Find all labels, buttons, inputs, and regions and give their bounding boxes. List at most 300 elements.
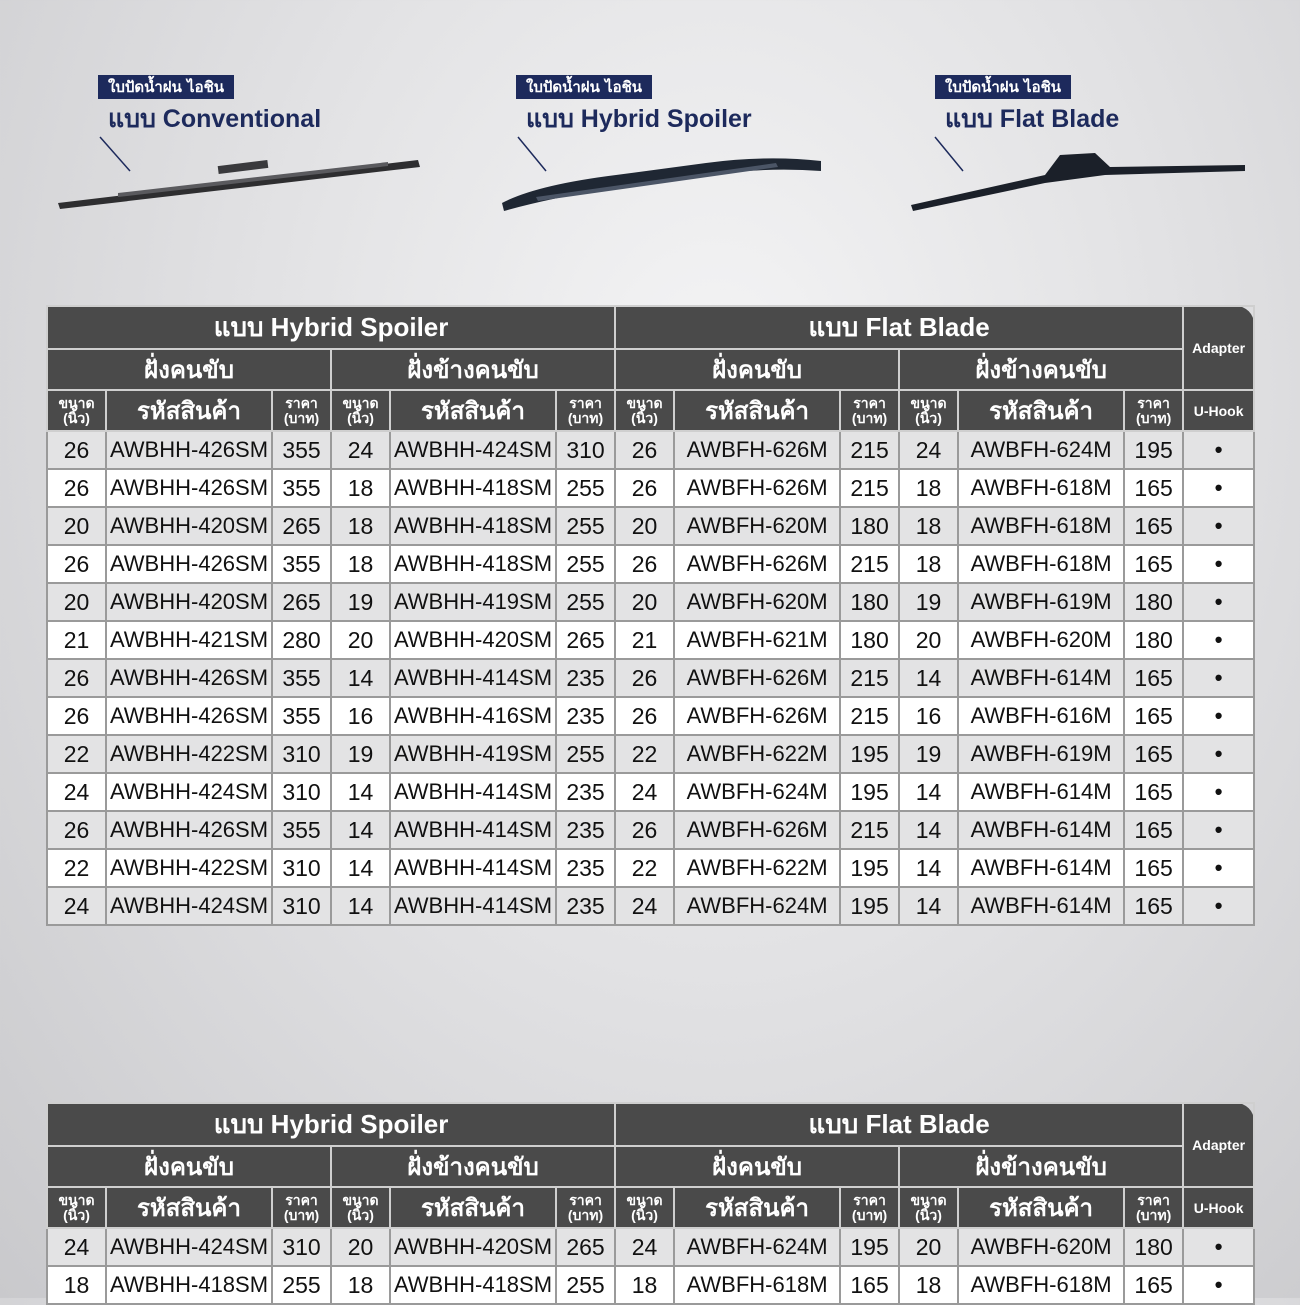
size-cell: 20 [47, 583, 106, 621]
code-cell: AWBFH-620M [958, 1228, 1124, 1266]
price-cell: 255 [556, 735, 615, 773]
price-unit-label: (บาท) [1135, 1206, 1172, 1223]
price-cell: 165 [1124, 811, 1183, 849]
price-cell: 195 [1124, 431, 1183, 469]
size-cell: 20 [331, 621, 390, 659]
driver-side-header: ฝั่งคนขับ [47, 349, 331, 390]
price-column-header [840, 1187, 899, 1228]
table-row [47, 659, 1254, 697]
price-cell: 235 [556, 697, 615, 735]
size-cell: 22 [615, 735, 674, 773]
price-cell: 265 [556, 1228, 615, 1266]
code-cell: AWBHH-426SM [106, 469, 272, 507]
size-unit-label: (นิ้ว) [631, 1206, 658, 1223]
code-cell: AWBHH-424SM [106, 1228, 272, 1266]
price-cell: 165 [1124, 1266, 1183, 1304]
code-cell: AWBHH-424SM [106, 887, 272, 925]
size-cell: 26 [47, 469, 106, 507]
size-cell: 26 [47, 697, 106, 735]
driver-side-header: ฝั่งคนขับ [615, 349, 899, 390]
price-table-2 [46, 1102, 1255, 1305]
size-label: ขนาด [910, 1191, 947, 1208]
size-cell: 18 [899, 1266, 958, 1304]
uhook-cell: • [1183, 431, 1254, 469]
uhook-cell: • [1183, 469, 1254, 507]
flat-blade-wiper-blade-icon [895, 75, 1295, 245]
size-cell: 24 [47, 887, 106, 925]
code-cell: AWBHH-426SM [106, 659, 272, 697]
price-cell: 165 [1124, 659, 1183, 697]
size-unit-label: (นิ้ว) [631, 409, 658, 426]
price-unit-label: (บาท) [1135, 409, 1172, 426]
price-unit-label: (บาท) [851, 409, 888, 426]
code-cell: AWBFH-614M [958, 659, 1124, 697]
code-cell: AWBFH-619M [958, 735, 1124, 773]
uhook-cell: • [1183, 811, 1254, 849]
code-cell: AWBFH-622M [674, 849, 840, 887]
size-cell: 24 [331, 431, 390, 469]
size-cell: 21 [47, 621, 106, 659]
code-cell: AWBHH-426SM [106, 697, 272, 735]
price-table-1 [46, 305, 1255, 926]
table-row [47, 773, 1254, 811]
price-cell: 355 [272, 545, 331, 583]
price-cell: 215 [840, 545, 899, 583]
size-cell: 14 [899, 849, 958, 887]
price-cell: 215 [840, 431, 899, 469]
size-cell: 22 [615, 849, 674, 887]
size-label: ขนาด [342, 1191, 379, 1208]
code-cell: AWBHH-420SM [106, 583, 272, 621]
code-cell: AWBHH-418SM [106, 1266, 272, 1304]
code-cell: AWBFH-624M [674, 773, 840, 811]
code-cell: AWBHH-414SM [390, 773, 556, 811]
code-cell: AWBFH-618M [958, 507, 1124, 545]
uhook-cell: • [1183, 659, 1254, 697]
uhook-cell: • [1183, 583, 1254, 621]
code-cell: AWBFH-626M [674, 469, 840, 507]
table-row [47, 507, 1254, 545]
code-cell: AWBHH-414SM [390, 811, 556, 849]
price-cell: 235 [556, 811, 615, 849]
code-cell: AWBFH-616M [958, 697, 1124, 735]
price-unit-label: (บาท) [283, 1206, 320, 1223]
size-cell: 26 [615, 697, 674, 735]
size-cell: 20 [331, 1228, 390, 1266]
size-label: ขนาด [626, 394, 663, 411]
uhook-cell: • [1183, 545, 1254, 583]
uhook-cell: • [1183, 735, 1254, 773]
size-cell: 26 [47, 659, 106, 697]
code-cell: AWBFH-618M [958, 469, 1124, 507]
uhook-cell: • [1183, 773, 1254, 811]
size-cell: 26 [47, 431, 106, 469]
price-cell: 180 [840, 583, 899, 621]
product-type-label: แบบ Flat Blade [945, 105, 1120, 133]
price-unit-label: (บาท) [567, 1206, 604, 1223]
column-header-row [47, 390, 1254, 431]
size-cell: 24 [899, 431, 958, 469]
size-cell: 18 [899, 545, 958, 583]
table-row [47, 545, 1254, 583]
price-cell: 310 [272, 1228, 331, 1266]
price-label: ราคา [1137, 394, 1170, 411]
price-cell: 355 [272, 659, 331, 697]
price-label: ราคา [853, 1191, 886, 1208]
size-cell: 14 [331, 811, 390, 849]
price-cell: 195 [840, 735, 899, 773]
price-cell: 255 [272, 1266, 331, 1304]
price-cell: 195 [840, 1228, 899, 1266]
price-column-header [1124, 1187, 1183, 1228]
table-row [47, 697, 1254, 735]
code-column-header: รหัสสินค้า [390, 390, 556, 431]
price-cell: 165 [840, 1266, 899, 1304]
price-cell: 165 [1124, 735, 1183, 773]
price-cell: 215 [840, 659, 899, 697]
size-cell: 18 [331, 507, 390, 545]
price-label: ราคา [853, 394, 886, 411]
size-cell: 14 [899, 659, 958, 697]
code-cell: AWBFH-626M [674, 811, 840, 849]
price-cell: 165 [1124, 507, 1183, 545]
product-brand-label: ใบปัดน้ำฝน ไอชิน [516, 75, 652, 99]
table-row [47, 431, 1254, 469]
code-cell: AWBFH-626M [674, 659, 840, 697]
uhook-cell: • [1183, 887, 1254, 925]
code-cell: AWBHH-422SM [106, 735, 272, 773]
price-cell: 310 [272, 849, 331, 887]
price-cell: 255 [556, 583, 615, 621]
size-cell: 19 [331, 735, 390, 773]
size-cell: 26 [615, 431, 674, 469]
size-cell: 14 [899, 773, 958, 811]
price-cell: 355 [272, 431, 331, 469]
price-cell: 235 [556, 887, 615, 925]
code-column-header: รหัสสินค้า [390, 1187, 556, 1228]
size-cell: 16 [899, 697, 958, 735]
size-cell: 24 [47, 1228, 106, 1266]
price-cell: 265 [272, 507, 331, 545]
size-cell: 24 [615, 887, 674, 925]
uhook-cell: • [1183, 849, 1254, 887]
size-column-header [331, 1187, 390, 1228]
table-body [47, 1228, 1254, 1304]
size-cell: 14 [331, 659, 390, 697]
code-cell: AWBFH-622M [674, 735, 840, 773]
size-cell: 26 [615, 811, 674, 849]
size-cell: 26 [615, 659, 674, 697]
size-column-header [899, 1187, 958, 1228]
uhook-cell: • [1183, 1228, 1254, 1266]
table-row [47, 1228, 1254, 1266]
table-row [47, 1266, 1254, 1304]
price-cell: 255 [556, 469, 615, 507]
product-type-label: แบบ Conventional [108, 105, 322, 133]
code-cell: AWBHH-424SM [390, 431, 556, 469]
price-cell: 195 [840, 773, 899, 811]
price-column-header [556, 1187, 615, 1228]
code-cell: AWBHH-426SM [106, 811, 272, 849]
price-label: ราคา [285, 394, 318, 411]
size-cell: 26 [47, 545, 106, 583]
price-cell: 235 [556, 659, 615, 697]
size-column-header [615, 390, 674, 431]
price-label: ราคา [569, 1191, 602, 1208]
table-row [47, 811, 1254, 849]
size-cell: 16 [331, 697, 390, 735]
code-cell: AWBHH-424SM [106, 773, 272, 811]
code-column-header: รหัสสินค้า [674, 390, 840, 431]
code-cell: AWBHH-418SM [390, 469, 556, 507]
code-cell: AWBHH-421SM [106, 621, 272, 659]
price-label: ราคา [285, 1191, 318, 1208]
price-column-header [556, 390, 615, 431]
size-cell: 19 [899, 583, 958, 621]
code-cell: AWBHH-414SM [390, 659, 556, 697]
size-cell: 14 [331, 773, 390, 811]
uhook-cell: • [1183, 621, 1254, 659]
code-column-header: รหัสสินค้า [674, 1187, 840, 1228]
code-cell: AWBHH-416SM [390, 697, 556, 735]
price-column-header [272, 1187, 331, 1228]
passenger-side-header: ฝั่งข้างคนขับ [899, 349, 1183, 390]
product-conventional [58, 75, 458, 245]
price-cell: 235 [556, 773, 615, 811]
price-cell: 265 [556, 621, 615, 659]
code-cell: AWBHH-420SM [390, 621, 556, 659]
size-label: ขนาด [626, 1191, 663, 1208]
table-body [47, 431, 1254, 925]
size-cell: 14 [331, 849, 390, 887]
code-cell: AWBFH-626M [674, 431, 840, 469]
code-cell: AWBHH-418SM [390, 545, 556, 583]
uhook-cell: • [1183, 507, 1254, 545]
code-cell: AWBHH-426SM [106, 545, 272, 583]
size-cell: 20 [899, 621, 958, 659]
size-cell: 18 [331, 469, 390, 507]
size-unit-label: (นิ้ว) [915, 409, 942, 426]
size-cell: 20 [899, 1228, 958, 1266]
code-cell: AWBHH-414SM [390, 887, 556, 925]
group-header-hybrid: แบบ Hybrid Spoiler [47, 306, 615, 349]
passenger-side-header: ฝั่งข้างคนขับ [331, 1146, 615, 1187]
size-cell: 18 [899, 469, 958, 507]
price-cell: 180 [840, 621, 899, 659]
price-column-header [1124, 390, 1183, 431]
uhook-cell: • [1183, 1266, 1254, 1304]
table-row [47, 583, 1254, 621]
code-cell: AWBFH-614M [958, 887, 1124, 925]
price-cell: 215 [840, 697, 899, 735]
size-cell: 26 [615, 469, 674, 507]
size-label: ขนาด [342, 394, 379, 411]
code-cell: AWBHH-422SM [106, 849, 272, 887]
uhook-column-header: U-Hook [1183, 390, 1254, 431]
size-cell: 18 [615, 1266, 674, 1304]
code-column-header: รหัสสินค้า [106, 390, 272, 431]
passenger-side-header: ฝั่งข้างคนขับ [331, 349, 615, 390]
size-unit-label: (นิ้ว) [63, 1206, 90, 1223]
code-cell: AWBHH-419SM [390, 583, 556, 621]
size-cell: 22 [47, 735, 106, 773]
product-brand-label: ใบปัดน้ำฝน ไอชิน [98, 75, 234, 99]
hybrid-spoiler-wiper-blade-icon [476, 75, 876, 245]
size-cell: 20 [47, 507, 106, 545]
size-cell: 18 [47, 1266, 106, 1304]
price-cell: 180 [1124, 621, 1183, 659]
adapter-header: Adapter [1183, 1103, 1254, 1187]
code-cell: AWBFH-618M [958, 545, 1124, 583]
code-cell: AWBFH-614M [958, 849, 1124, 887]
size-column-header [615, 1187, 674, 1228]
code-column-header: รหัสสินค้า [958, 390, 1124, 431]
size-cell: 19 [331, 583, 390, 621]
price-unit-label: (บาท) [851, 1206, 888, 1223]
code-cell: AWBHH-420SM [390, 1228, 556, 1266]
price-cell: 165 [1124, 469, 1183, 507]
size-unit-label: (นิ้ว) [347, 1206, 374, 1223]
price-column-header [272, 390, 331, 431]
size-cell: 19 [899, 735, 958, 773]
code-cell: AWBHH-414SM [390, 849, 556, 887]
size-column-header [47, 390, 106, 431]
price-cell: 165 [1124, 773, 1183, 811]
price-cell: 180 [840, 507, 899, 545]
size-unit-label: (นิ้ว) [63, 409, 90, 426]
price-cell: 215 [840, 469, 899, 507]
price-cell: 215 [840, 811, 899, 849]
size-cell: 24 [615, 773, 674, 811]
price-cell: 165 [1124, 887, 1183, 925]
code-cell: AWBHH-419SM [390, 735, 556, 773]
code-cell: AWBFH-624M [674, 1228, 840, 1266]
uhook-cell: • [1183, 697, 1254, 735]
price-label: ราคา [569, 394, 602, 411]
code-cell: AWBHH-420SM [106, 507, 272, 545]
group-header-flat: แบบ Flat Blade [615, 1103, 1183, 1146]
price-cell: 195 [840, 887, 899, 925]
table-row [47, 621, 1254, 659]
size-cell: 26 [615, 545, 674, 583]
code-cell: AWBFH-618M [674, 1266, 840, 1304]
price-unit-label: (บาท) [567, 409, 604, 426]
code-cell: AWBFH-614M [958, 773, 1124, 811]
code-column-header: รหัสสินค้า [106, 1187, 272, 1228]
size-label: ขนาด [58, 1191, 95, 1208]
table-row [47, 469, 1254, 507]
size-cell: 20 [615, 507, 674, 545]
price-cell: 355 [272, 697, 331, 735]
product-hybrid-spoiler [476, 75, 876, 245]
code-cell: AWBHH-426SM [106, 431, 272, 469]
code-cell: AWBFH-620M [674, 583, 840, 621]
size-column-header [47, 1187, 106, 1228]
price-cell: 195 [840, 849, 899, 887]
size-cell: 26 [47, 811, 106, 849]
product-flat-blade [895, 75, 1295, 245]
code-cell: AWBFH-624M [674, 887, 840, 925]
size-cell: 14 [331, 887, 390, 925]
adapter-header: Adapter [1183, 306, 1254, 390]
code-cell: AWBHH-418SM [390, 1266, 556, 1304]
price-cell: 255 [556, 1266, 615, 1304]
price-cell: 355 [272, 811, 331, 849]
code-cell: AWBFH-620M [958, 621, 1124, 659]
size-column-header [331, 390, 390, 431]
code-column-header: รหัสสินค้า [958, 1187, 1124, 1228]
code-cell: AWBFH-614M [958, 811, 1124, 849]
price-cell: 165 [1124, 849, 1183, 887]
price-column-header [840, 390, 899, 431]
price-cell: 165 [1124, 545, 1183, 583]
size-cell: 14 [899, 887, 958, 925]
size-cell: 18 [331, 1266, 390, 1304]
price-cell: 355 [272, 469, 331, 507]
size-label: ขนาด [910, 394, 947, 411]
price-cell: 180 [1124, 1228, 1183, 1266]
group-header-flat: แบบ Flat Blade [615, 306, 1183, 349]
price-cell: 280 [272, 621, 331, 659]
price-cell: 310 [272, 887, 331, 925]
size-column-header [899, 390, 958, 431]
price-cell: 235 [556, 849, 615, 887]
code-cell: AWBHH-418SM [390, 507, 556, 545]
code-cell: AWBFH-626M [674, 545, 840, 583]
price-cell: 310 [556, 431, 615, 469]
price-cell: 255 [556, 545, 615, 583]
size-cell: 18 [899, 507, 958, 545]
code-cell: AWBFH-620M [674, 507, 840, 545]
code-cell: AWBFH-626M [674, 697, 840, 735]
driver-side-header: ฝั่งคนขับ [47, 1146, 331, 1187]
price-cell: 265 [272, 583, 331, 621]
group-header-hybrid: แบบ Hybrid Spoiler [47, 1103, 615, 1146]
code-cell: AWBFH-619M [958, 583, 1124, 621]
size-cell: 24 [615, 1228, 674, 1266]
price-cell: 310 [272, 773, 331, 811]
price-label: ราคา [1137, 1191, 1170, 1208]
price-unit-label: (บาท) [283, 409, 320, 426]
size-cell: 22 [47, 849, 106, 887]
price-cell: 165 [1124, 697, 1183, 735]
table-row [47, 887, 1254, 925]
uhook-column-header: U-Hook [1183, 1187, 1254, 1228]
product-type-label: แบบ Hybrid Spoiler [526, 105, 752, 133]
size-cell: 14 [899, 811, 958, 849]
code-cell: AWBFH-618M [958, 1266, 1124, 1304]
table-row [47, 849, 1254, 887]
size-unit-label: (นิ้ว) [347, 409, 374, 426]
driver-side-header: ฝั่งคนขับ [615, 1146, 899, 1187]
product-brand-label: ใบปัดน้ำฝน ไอชิน [935, 75, 1071, 99]
passenger-side-header: ฝั่งข้างคนขับ [899, 1146, 1183, 1187]
code-cell: AWBFH-624M [958, 431, 1124, 469]
size-unit-label: (นิ้ว) [915, 1206, 942, 1223]
code-cell: AWBFH-621M [674, 621, 840, 659]
price-cell: 255 [556, 507, 615, 545]
size-label: ขนาด [58, 394, 95, 411]
size-cell: 20 [615, 583, 674, 621]
column-header-row [47, 1187, 1254, 1228]
table-row [47, 735, 1254, 773]
size-cell: 18 [331, 545, 390, 583]
price-cell: 180 [1124, 583, 1183, 621]
size-cell: 24 [47, 773, 106, 811]
size-cell: 21 [615, 621, 674, 659]
conventional-wiper-blade-icon [58, 75, 458, 245]
price-cell: 310 [272, 735, 331, 773]
